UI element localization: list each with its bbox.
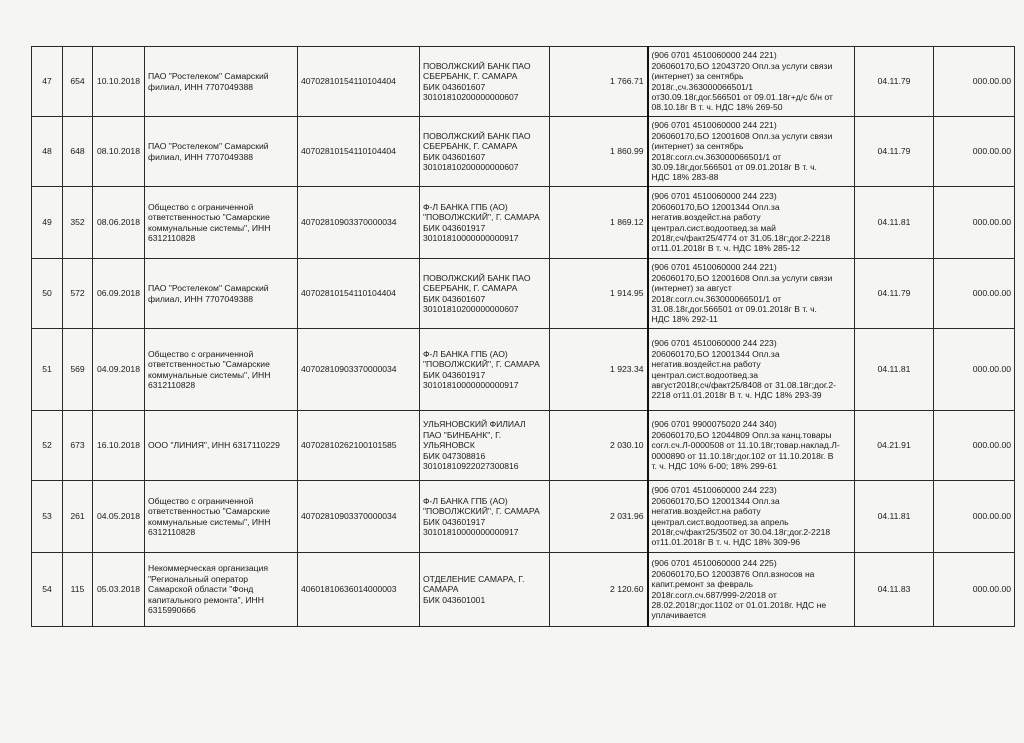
amount-cell: 1 860.99 <box>550 117 648 187</box>
amount-cell: 1 869.12 <box>550 187 648 259</box>
payment-purpose-cell: (906 0701 4510060000 244 225) 206060170,БО 12003876 Опл.взносов на капит.ремонт за февраль 2018г.согл.сч.687/999-2/2018 от 28.02.2018г;дог.1102 от 01.01.2018г. НДС не уплачивается <box>648 553 855 627</box>
balance-cell: 000.00.00 <box>934 117 1015 187</box>
row-number-cell: 47 <box>32 47 63 117</box>
bank-details-cell: Ф-Л БАНКА ГПБ (АО) "ПОВОЛЖСКИЙ", Г. САМАРА БИК 043601917 30101810000000000917 <box>420 187 550 259</box>
row-number-cell: 50 <box>32 259 63 329</box>
document-number-cell: 654 <box>63 47 93 117</box>
classification-code-cell: 04.11.79 <box>855 117 934 187</box>
row-number-cell: 52 <box>32 411 63 481</box>
amount-cell: 1 766.71 <box>550 47 648 117</box>
table-row <box>32 411 1015 481</box>
amount-cell: 1 914.95 <box>550 259 648 329</box>
payee-cell: Общество с ограниченной ответственностью "Самарские коммунальные системы", ИНН 6312110828 <box>145 329 298 411</box>
row-number-cell: 54 <box>32 553 63 627</box>
payment-date-cell: 16.10.2018 <box>93 411 145 481</box>
payee-cell: ПАО "Ростелеком" Самарский филиал, ИНН 7707049388 <box>145 47 298 117</box>
row-number-cell: 48 <box>32 117 63 187</box>
bank-details-cell: Ф-Л БАНКА ГПБ (АО) "ПОВОЛЖСКИЙ", Г. САМАРА БИК 043601917 30101810000000000917 <box>420 481 550 553</box>
table-row <box>32 47 1015 117</box>
bank-details-cell: Ф-Л БАНКА ГПБ (АО) "ПОВОЛЖСКИЙ", Г. САМАРА БИК 043601917 30101810000000000917 <box>420 329 550 411</box>
table-row <box>32 187 1015 259</box>
payee-cell: ПАО "Ростелеком" Самарский филиал, ИНН 7707049388 <box>145 259 298 329</box>
payments-table <box>31 46 1015 627</box>
classification-code-cell: 04.11.79 <box>855 47 934 117</box>
payment-date-cell: 04.09.2018 <box>93 329 145 411</box>
bank-details-cell: ПОВОЛЖСКИЙ БАНК ПАО СБЕРБАНК, Г. САМАРА БИК 043601607 30101810200000000607 <box>420 47 550 117</box>
account-number-cell: 40702810154110104404 <box>298 47 420 117</box>
payment-date-cell: 08.06.2018 <box>93 187 145 259</box>
account-number-cell: 40702810154110104404 <box>298 117 420 187</box>
balance-cell: 000.00.00 <box>934 553 1015 627</box>
table-row <box>32 259 1015 329</box>
payee-cell: ПАО "Ростелеком" Самарский филиал, ИНН 7707049388 <box>145 117 298 187</box>
payee-cell: ООО "ЛИНИЯ", ИНН 6317110229 <box>145 411 298 481</box>
payment-date-cell: 05.03.2018 <box>93 553 145 627</box>
table-row <box>32 117 1015 187</box>
balance-cell: 000.00.00 <box>934 329 1015 411</box>
account-number-cell: 40702810903370000034 <box>298 329 420 411</box>
payment-date-cell: 08.10.2018 <box>93 117 145 187</box>
payee-cell: Некоммерческая организация "Региональный оператор Самарской области "Фонд капитального ремонта", ИНН 6315990666 <box>145 553 298 627</box>
account-number-cell: 40702810903370000034 <box>298 481 420 553</box>
balance-cell: 000.00.00 <box>934 411 1015 481</box>
document-number-cell: 673 <box>63 411 93 481</box>
payee-cell: Общество с ограниченной ответственностью "Самарские коммунальные системы", ИНН 6312110828 <box>145 187 298 259</box>
classification-code-cell: 04.11.81 <box>855 187 934 259</box>
classification-code-cell: 04.11.81 <box>855 329 934 411</box>
document-number-cell: 569 <box>63 329 93 411</box>
row-number-cell: 51 <box>32 329 63 411</box>
payment-date-cell: 06.09.2018 <box>93 259 145 329</box>
payee-cell: Общество с ограниченной ответственностью "Самарские коммунальные системы", ИНН 6312110828 <box>145 481 298 553</box>
document-number-cell: 352 <box>63 187 93 259</box>
balance-cell: 000.00.00 <box>934 259 1015 329</box>
classification-code-cell: 04.21.91 <box>855 411 934 481</box>
payment-purpose-cell: (906 0701 4510060000 244 221) 206060170,БО 12001608 Опл.за услуги связи (интернет) за сентябрь 2018г.согл.сч.363000066501/1 от 30.09.18г,дог.566501 от 09.01.2018г В т. ч. НДС 18% 283-88 <box>648 117 855 187</box>
account-number-cell: 40702810154110104404 <box>298 259 420 329</box>
payment-date-cell: 10.10.2018 <box>93 47 145 117</box>
account-number-cell: 40702810262100101585 <box>298 411 420 481</box>
document-number-cell: 648 <box>63 117 93 187</box>
classification-code-cell: 04.11.83 <box>855 553 934 627</box>
bank-details-cell: ОТДЕЛЕНИЕ САМАРА, Г. САМАРА БИК 043601001 <box>420 553 550 627</box>
amount-cell: 1 923.34 <box>550 329 648 411</box>
table-row <box>32 481 1015 553</box>
payment-purpose-cell: (906 0701 4510060000 244 221) 206060170,БО 12043720 Опл.за услуги связи (интернет) за сентябрь 2018г.,сч.363000066501/1 от30.09.18г,дог.566501 от 09.01.18г+д/с б/н от 08.10.18г В т. ч. НДС 18% 269-50 <box>648 47 855 117</box>
payment-date-cell: 04.05.2018 <box>93 481 145 553</box>
table-row <box>32 329 1015 411</box>
document-number-cell: 115 <box>63 553 93 627</box>
bank-details-cell: ПОВОЛЖСКИЙ БАНК ПАО СБЕРБАНК, Г. САМАРА БИК 043601607 30101810200000000607 <box>420 117 550 187</box>
bank-details-cell: ПОВОЛЖСКИЙ БАНК ПАО СБЕРБАНК, Г. САМАРА БИК 043601607 30101810200000000607 <box>420 259 550 329</box>
classification-code-cell: 04.11.81 <box>855 481 934 553</box>
payment-purpose-cell: (906 0701 4510060000 244 223) 206060170,БО 12001344 Опл.за негатив.воздейст.на работу централ.сист.водоотвед.за апрель 2018г,сч/факт25/3502 от 30.04.18г;дог.2-2218 от11.01.2018г В т. ч. НДС 18% 309-96 <box>648 481 855 553</box>
table-row <box>32 553 1015 627</box>
payment-purpose-cell: (906 0701 4510060000 244 223) 206060170,БО 12001344 Опл.за негатив.воздейст.на работу централ.сист.водоотвед.за май 2018г,сч/факт25/4774 от 31.05.18г;дог.2-2218 от11.01.2018г В т. ч. НДС 18% 285-12 <box>648 187 855 259</box>
balance-cell: 000.00.00 <box>934 47 1015 117</box>
classification-code-cell: 04.11.79 <box>855 259 934 329</box>
amount-cell: 2 030.10 <box>550 411 648 481</box>
balance-cell: 000.00.00 <box>934 187 1015 259</box>
amount-cell: 2 031.96 <box>550 481 648 553</box>
account-number-cell: 40702810903370000034 <box>298 187 420 259</box>
account-number-cell: 40601810636014000003 <box>298 553 420 627</box>
document-number-cell: 261 <box>63 481 93 553</box>
payment-purpose-cell: (906 0701 4510060000 244 221) 206060170,БО 12001608 Опл.за услуги связи (интернет) за август 2018г.согл.сч.363000066501/1 от 31.08.18г,дог.566501 от 09.01.2018г В т. ч. НДС 18% 292-11 <box>648 259 855 329</box>
payment-purpose-cell: (906 0701 4510060000 244 223) 206060170,БО 12001344 Опл.за негатив.воздейст.на работу централ.сист.водоотвед.за август2018г,сч/факт25/8408 от 31.08.18г;дог.2- 2218 от11.01.2018г В т. ч. НДС 18% 293-39 <box>648 329 855 411</box>
document-number-cell: 572 <box>63 259 93 329</box>
payment-purpose-cell: (906 0701 9900075020 244 340) 206060170,БО 12044809 Опл.за канц.товары согл.сч.Л-0000508 от 11.10.18г;товар.наклад.Л- 0000890 от 11.10.18г;дог.102 от 11.10.2018г. В т. ч. НДС 10% 6-00; 18% 299-61 <box>648 411 855 481</box>
row-number-cell: 49 <box>32 187 63 259</box>
balance-cell: 000.00.00 <box>934 481 1015 553</box>
amount-cell: 2 120.60 <box>550 553 648 627</box>
bank-details-cell: УЛЬЯНОВСКИЙ ФИЛИАЛ ПАО "БИНБАНК", Г. УЛЬЯНОВСК БИК 047308816 30101810922027300816 <box>420 411 550 481</box>
row-number-cell: 53 <box>32 481 63 553</box>
table-body <box>32 47 1015 627</box>
